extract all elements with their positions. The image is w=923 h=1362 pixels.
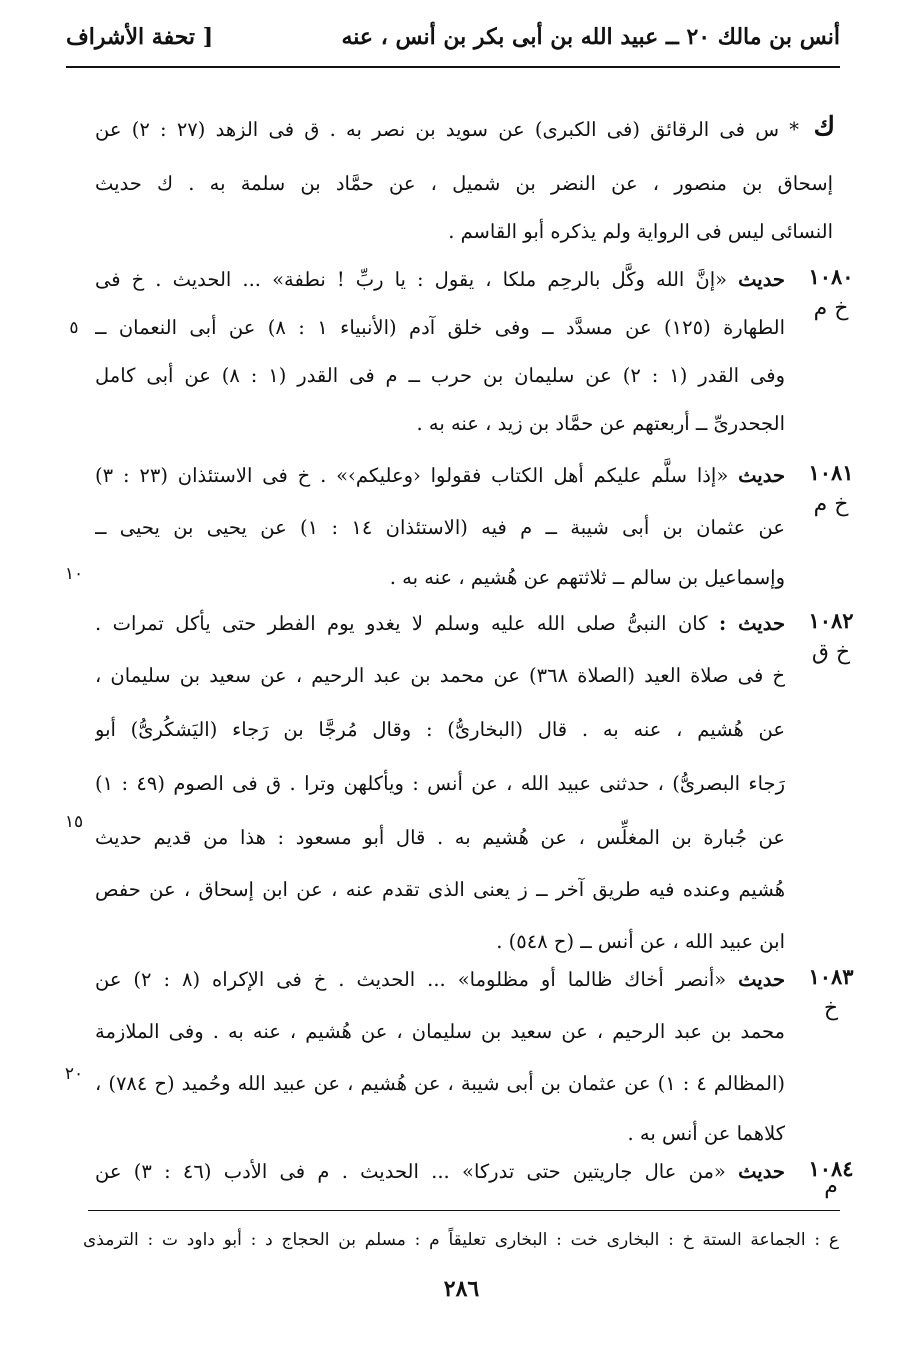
entry-source-codes: خ م bbox=[813, 296, 849, 321]
running-title: أنس بن مالك ٢٠ ــ عبيد الله بن أبى بكر بن أنس ، عنه bbox=[341, 24, 840, 50]
text-line: رَجاء البصرىُّ) ، حدثنى عبيد الله ، عن أنس : ويأكلهن وترا . ق فى الصوم (٤٩ : ١) bbox=[95, 772, 785, 795]
text-line: وإسماعيل بن سالم ــ ثلاثتهم عن هُشيم ، عنه به . bbox=[389, 566, 785, 589]
text-line: وفى القدر (١ : ٢) عن سليمان بن حرب ــ م فى القدر (١ : ٨) عن أبى كامل bbox=[95, 364, 785, 387]
entry-lead-word: حديث bbox=[738, 1160, 785, 1183]
text-line: ابن عبيد الله ، عن أنس ــ (ح ٥٤٨) . bbox=[496, 930, 785, 953]
entry-source-codes: خ ق bbox=[811, 640, 851, 665]
margin-line-number: ٢٠ bbox=[64, 1064, 84, 1084]
text-line bbox=[95, 1148, 785, 1196]
margin-line-number: ١٠ bbox=[64, 564, 84, 584]
entry-text: «إنَّ الله وكَّل بالرحِم ملكا ، يقول : يا ربِّ ! نطفة» ... الحديث . خ فى bbox=[95, 268, 728, 291]
text-line: النسائى ليس فى الرواية ولم يذكره أبو القاسم . bbox=[448, 220, 833, 243]
entry-number: ١٠٨٤ bbox=[808, 1156, 854, 1181]
text-line: خ فى صلاة العيد (الصلاة ٣٦٨) عن محمد بن عبد الرحيم ، عن سعيد بن سليمان ، bbox=[95, 664, 785, 687]
text-line bbox=[95, 956, 785, 1004]
text-line: هُشيم وعنده فيه طريق آخر ــ ز يعنى الذى تقدم عنه ، عن ابن إسحاق ، عن حفص bbox=[95, 878, 785, 901]
text-line: عن جُبارة بن المغلِّس ، عن هُشيم به . قال أبو مسعود : هذا من قديم حديث bbox=[95, 826, 785, 849]
page-header bbox=[66, 18, 840, 62]
entry-lead-word: حديث bbox=[738, 268, 785, 291]
entry-number: ١٠٨٠ bbox=[808, 264, 854, 289]
text-line: الطهارة (١٢٥) عن مسدَّد ــ وفى خلق آدم (الأنبياء ١ : ٨) عن أبى النعمان ــ bbox=[95, 316, 785, 339]
header-rule bbox=[66, 66, 840, 68]
margin-line-number: ٥ bbox=[69, 318, 79, 338]
text-line: محمد بن عبد الرحيم ، عن سعيد بن سليمان ، عن هُشيم ، عنه به . وفى الملازمة bbox=[95, 1020, 785, 1043]
footer-rule bbox=[88, 1210, 840, 1211]
text-line: (المظالم ٤ : ١) عن عثمان بن أبى شيبة ، عن هُشيم ، عن عبيد الله وحُميد (ح ٧٨٤) ، bbox=[95, 1072, 785, 1095]
text-line bbox=[95, 256, 785, 304]
entry-number: ١٠٨٣ bbox=[808, 964, 854, 989]
entry-source-codes: م bbox=[824, 1174, 838, 1199]
text-line: كلاهما عن أنس به . bbox=[627, 1122, 785, 1145]
entry-number: ١٠٨٢ bbox=[808, 608, 854, 633]
margin-line-number: ١٥ bbox=[64, 812, 84, 832]
text-line: * س فى الرقائق (فى الكبرى) عن سويد بن نصر به . ق فى الزهد (٢٧ : ٢) عن bbox=[95, 118, 799, 141]
entry-text: «من عال جاريتين حتى تدركا» ... الحديث . م فى الأدب (٤٦ : ٣) عن bbox=[95, 1160, 726, 1183]
text-line bbox=[95, 600, 785, 648]
entry-lead-word: حديث bbox=[738, 968, 785, 991]
entry-source-codes: خ م bbox=[813, 492, 849, 517]
entry-lead-symbol: ك bbox=[813, 112, 835, 142]
entry-text: «إذا سلَّم عليكم أهل الكتاب فقولوا ‹وعليكم›» . خ فى الاستئذان (٢٣ : ٣) bbox=[95, 464, 729, 487]
entry-number: ١٠٨١ bbox=[808, 460, 854, 485]
entry-text: كان النبىُّ صلى الله عليه وسلم لا يغدو يوم الفطر حتى يأكل تمرات . bbox=[95, 612, 708, 635]
entry-lead-word: حديث : bbox=[718, 612, 785, 635]
text-line: إسحاق بن منصور ، عن النضر بن شميل ، عن حمَّاد بن سلمة به . ك حديث bbox=[95, 172, 833, 195]
text-line bbox=[95, 452, 785, 500]
entry-text: «أنصر أخاك ظالما أو مظلوما» ... الحديث . خ فى الإكراه (٨ : ٢) عن bbox=[95, 968, 727, 991]
text-line: الجحدرىِّ ــ أربعتهم عن حمَّاد بن زيد ، عنه به . bbox=[416, 412, 785, 435]
page-number: ٢٨٦ bbox=[443, 1276, 480, 1302]
entry-lead-word: حديث bbox=[738, 464, 785, 487]
text-line: عن عثمان بن أبى شيبة ــ م فيه (الاستئذان ١٤ : ١) عن يحيى بن يحيى ــ bbox=[95, 516, 785, 539]
entry-source-codes: خ bbox=[823, 996, 839, 1021]
text-line: عن هُشيم ، عنه به . قال (البخارىُّ) : وقال مُرجَّا بن رَجاء (اليَشكُرىُّ) أبو bbox=[95, 718, 785, 741]
abbreviation-legend: ع : الجماعة الستة خ : البخارى خت : البخارى تعليقاً م : مسلم بن الحجاج د : أبو داود ت : الترمذى bbox=[83, 1230, 839, 1250]
book-title: [ تحفة الأشراف bbox=[66, 24, 214, 50]
